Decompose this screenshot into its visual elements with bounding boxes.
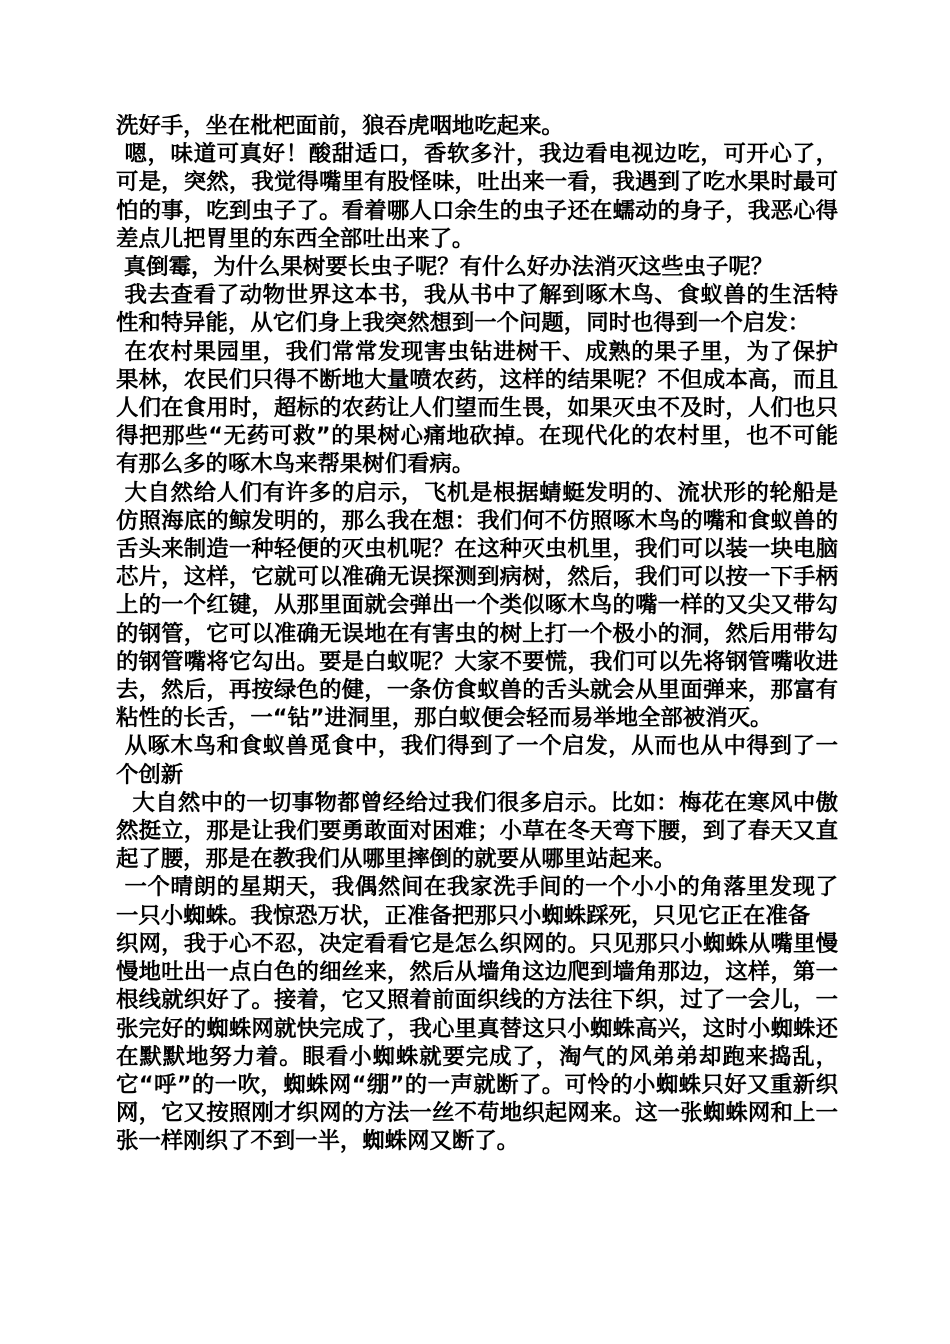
paragraph-10: 织网，我于心不忍，决定看看它是怎么织网的。只见那只小蜘蛛从嘴里慢慢地吐出一点白色的细丝来，然后从墙角这边爬到墙角那边，这样，第一根线就织好了。接着，它又照着前面织线的方法往下织，过了一会儿，一张完好的蜘蛛网就快完成了，我心里真替这只小蜘蛛高兴，这时小蜘蛛还在默默地努力着。眼看小蜘蛛就要完成了，淘气的风弟弟却跑来捣乱，它“呼”的一吹，蜘蛛网“绷”的一声就断了。可怜的小蜘蛛只好又重新织网，它又按照刚才织网的方法一丝不苟地织起网来。这一张蜘蛛网和上一张一样刚织了不到一半，蜘蛛网又断了。 [116, 930, 838, 1155]
paragraph-1: 洗好手，坐在枇杷面前，狼吞虎咽地吃起来。 [116, 113, 564, 139]
paragraph-9: 一个晴朗的星期天，我偶然间在我家洗手间的一个小小的角落里发现了一只小蜘蛛。我惊恐万状，正准备把那只小蜘蛛踩死，只见它正在准备 [116, 874, 839, 929]
paragraph-7: 从啄木鸟和食蚁兽觅食中，我们得到了一个启发，从而也从中得到了一个创新 [116, 733, 839, 788]
paragraph-5: 在农村果园里，我们常常发现害虫钻进树干、成熟的果子里，为了保护果林，农民们只得不断地大量喷农药，这样的结果呢？不但成本高，而且人们在食用时，超标的农药让人们望而生畏，如果灭虫不及时，人们也只得把那些“无药可救”的果树心痛地砍掉。在现代化的农村里，也不可能有那么多的啄木鸟来帮果树们看病。 [116, 338, 839, 478]
paragraph-4: 我去查看了动物世界这本书，我从书中了解到啄木鸟、食蚁兽的生活特性和特异能，从它们身上我突然想到一个问题，同时也得到一个启发： [116, 282, 839, 337]
paragraph-8: 大自然中的一切事物都曾经给过我们很多启示。比如：梅花在寒风中傲然挺立，那是让我们要勇敢面对困难；小草在冬天弯下腰，到了春天又直起了腰，那是在教我们从哪里摔倒的就要从哪里站起来。 [116, 789, 838, 873]
paragraph-6: 大自然给人们有许多的启示，飞机是根据蜻蜓发明的、流状形的轮船是仿照海底的鲸发明的，那么我在想：我们何不仿照啄木鸟的嘴和食蚁兽的舌头来制造一种轻便的灭虫机呢？在这种灭虫机里，我们可以装一块电脑芯片，这样，它就可以准确无误探测到病树，然后，我们可以按一下手柄上的一个红键，从那里面就会弹出一个类似啄木鸟的嘴一样的又尖又带勾的钢管，它可以准确无误地在有害虫的树上打一个极小的洞，然后用带勾的钢管嘴将它勾出。要是白蚁呢？大家不要慌，我们可以先将钢管嘴收进去，然后，再按绿色的健，一条仿食蚁兽的舌头就会从里面弹来，那富有粘性的长舌，一“钻”进洞里，那白蚁便会轻而易举地全部被消灭。 [116, 479, 839, 732]
paragraph-2: 嗯，味道可真好！酸甜适口，香软多汁，我边看电视边吃，可开心了，可是，突然，我觉得嘴里有股怪味，吐出来一看，我遇到了吃水果时最可怕的事，吃到虫子了。看着哪人口余生的虫子还在蠕动的身子，我恶心得差点儿把胃里的东西全部吐出来了。 [116, 141, 839, 252]
document-body [116, 112, 838, 1156]
paragraph-3: 真倒霉，为什么果树要长虫子呢？有什么好办法消灭这些虫子呢？ [116, 254, 774, 281]
